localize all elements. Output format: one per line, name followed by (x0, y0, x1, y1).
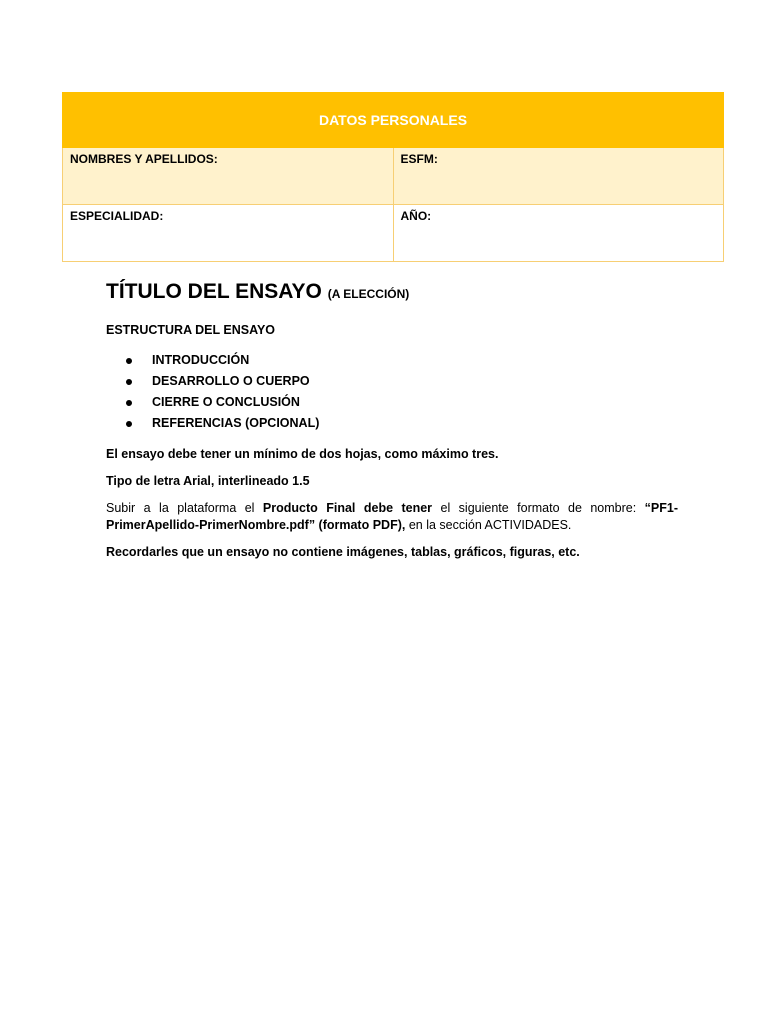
personal-data-table (62, 92, 724, 262)
list-item: DESARROLLO O CUERPO (126, 371, 678, 392)
table-row (63, 205, 724, 262)
field-especialidad: ESPECIALIDAD: (63, 205, 394, 262)
essay-title-text: TÍTULO DEL ENSAYO (106, 280, 322, 303)
length-note: El ensayo debe tener un mínimo de dos hojas, como máximo tres. (106, 447, 499, 461)
field-anio: AÑO: (393, 205, 724, 262)
essay-instructions (106, 278, 678, 561)
bullet-icon (126, 400, 132, 406)
table-header-title: DATOS PERSONALES (63, 93, 724, 148)
table-row (63, 148, 724, 205)
upload-instructions: Subir a la plataforma el Producto Final debe tener el siguiente formato de nombre: “PF1-PrimerApellido-PrimerNombre.pdf” (formato PDF), en la sección ACTIVIDADES. (106, 501, 679, 532)
field-nombres-apellidos: NOMBRES Y APELLIDOS: (63, 148, 394, 205)
essay-title (106, 278, 678, 308)
structure-list (106, 350, 678, 434)
list-item: REFERENCIAS (OPCIONAL) (126, 413, 678, 434)
list-item: INTRODUCCIÓN (126, 350, 678, 371)
list-item: CIERRE O CONCLUSIÓN (126, 392, 678, 413)
structure-heading: ESTRUCTURA DEL ENSAYO (106, 323, 276, 337)
closing-note: Recordarles que un ensayo no contiene imágenes, tablas, gráficos, figuras, etc. (106, 545, 580, 559)
bullet-icon (126, 358, 132, 364)
essay-title-suffix: (A ELECCIÓN) (327, 287, 410, 301)
table-header-row (63, 93, 724, 148)
bullet-icon (126, 379, 132, 385)
font-note: Tipo de letra Arial, interlineado 1.5 (106, 474, 310, 488)
field-esfm: ESFM: (393, 148, 724, 205)
bullet-icon (126, 421, 132, 427)
